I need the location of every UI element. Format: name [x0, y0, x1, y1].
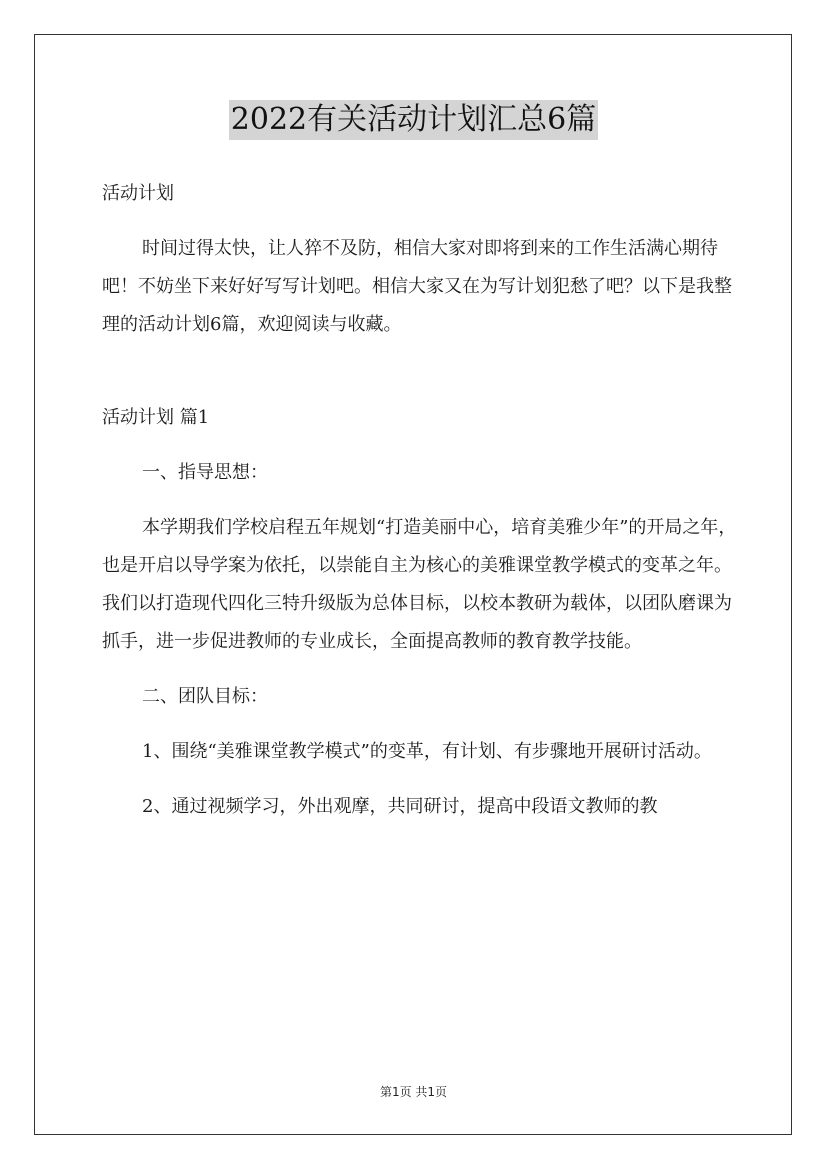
paragraph-guiding-thought: 本学期我们学校启程五年规划“打造美丽中心，培育美雅少年”的开局之年，也是开启以导学案为依托，以崇能自主为核心的美雅课堂教学模式的变革之年。我们以打造现代四化三特升级版为总体目标，以校本教研为载体，以团队磨课为抓手，进一步促进教师的专业成长，全面提高教师的教育教学技能。 — [102, 517, 737, 652]
heading-team-goal: 二、团队目标： — [142, 686, 268, 707]
section-label: 活动计划 篇1 — [102, 407, 210, 428]
intro-label: 活动计划 — [102, 183, 174, 204]
page-footer: 第1页 共1页 — [379, 1085, 448, 1099]
document-title: 2022有关活动计划汇总6篇 — [229, 100, 598, 140]
document-body — [102, 175, 742, 826]
list-item: 1、围绕“美雅课堂教学模式”的变革，有计划、有步骤地开展研讨活动。 — [142, 741, 712, 762]
heading-guiding-thought: 一、指导思想： — [142, 462, 268, 483]
list-item: 2、通过视频学习，外出观摩，共同研讨，提高中段语文教师的教 — [142, 796, 658, 817]
title-wrap — [0, 100, 827, 140]
intro-paragraph: 时间过得太快，让人猝不及防，相信大家对即将到来的工作生活满心期待吧！不妨坐下来好好写写计划吧。相信大家又在为写计划犯愁了吧？以下是我整理的活动计划6篇，欢迎阅读与收藏。 — [102, 238, 732, 335]
